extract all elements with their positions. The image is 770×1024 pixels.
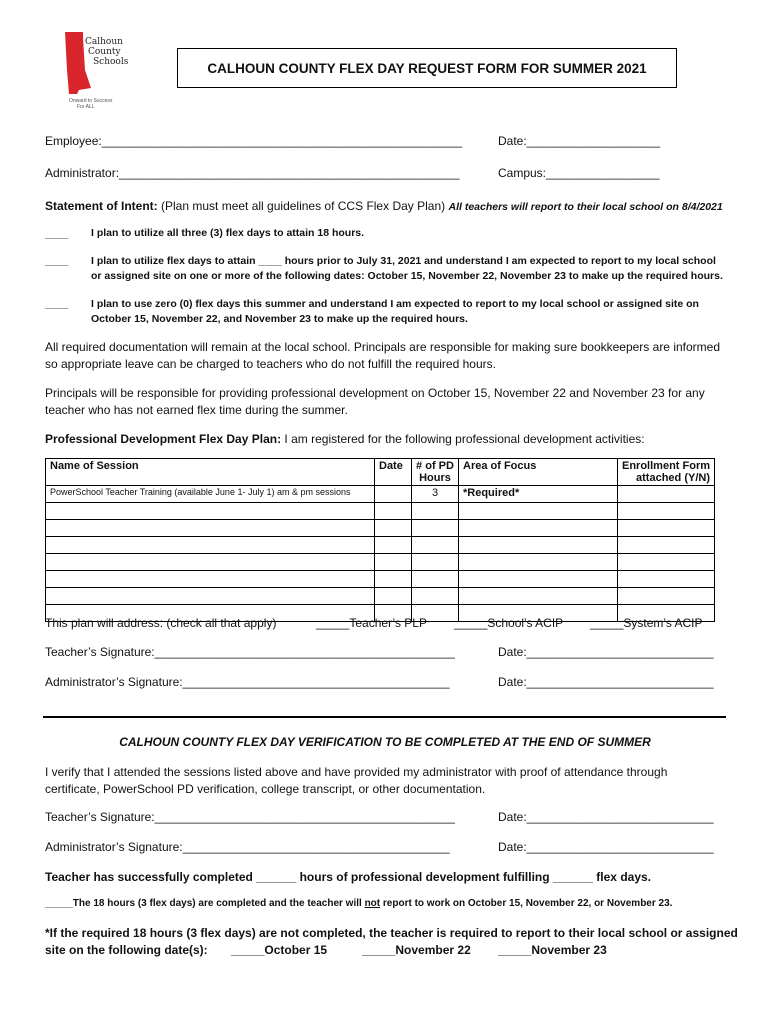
col-hours: # of PD Hours (412, 459, 459, 486)
table-row[interactable] (46, 588, 715, 605)
option-1-text: I plan to utilize all three (3) flex days to attain 18 hours. (91, 227, 365, 239)
table-row[interactable] (46, 537, 715, 554)
col-focus: Area of Focus (459, 459, 618, 486)
principals-paragraph: Principals will be responsible for providing professional development on October 15, November 22 and November 23 for any teacher who has not earned flex time during the summer. (45, 386, 705, 417)
date-field[interactable]: Date:____________________ (498, 134, 661, 148)
site-dates-label: site on the following date(s): (45, 943, 208, 957)
employee-field[interactable]: Employee:______________________________________________________ (45, 134, 463, 148)
logo-text-2: County (88, 47, 121, 57)
cell-date[interactable] (375, 486, 412, 503)
statement-note: All teachers will report to their local school on 8/4/2021 (448, 201, 723, 213)
hours-note-a: _____The 18 hours (3 flex days) are completed and the teacher will (45, 898, 365, 909)
cell-focus[interactable]: *Required* (459, 486, 618, 503)
verify-teacher-date-field[interactable]: Date:____________________________ (498, 810, 714, 824)
option-1-blank[interactable]: ____ (45, 228, 69, 240)
completed-statement[interactable]: Teacher has successfully completed ______ hours of professional development fulfilling ______ flex days. (45, 870, 651, 884)
required-note: *If the required 18 hours (3 flex days) are not completed, the teacher is required to report to their local school or assigned (45, 926, 738, 940)
table-row (46, 486, 715, 503)
admin-signature-field[interactable]: Administrator’s Signature:________________________________________ (45, 675, 450, 689)
documentation-paragraph: All required documentation will remain at the local school. Principals are responsible for making sure bookkeepers are informed so appropriate leave can be charged to teachers who do not fulfill the required hours. (45, 340, 721, 371)
table-row[interactable] (46, 571, 715, 588)
hours-note-not: not (364, 898, 381, 909)
teacher-date-field[interactable]: Date:____________________________ (498, 645, 714, 659)
date-option-oct15[interactable]: _____October 15 (231, 943, 328, 957)
pd-plan-heading (45, 432, 645, 446)
col-session: Name of Session (46, 459, 375, 486)
date-option-nov23[interactable]: _____November 23 (498, 943, 607, 957)
statement-text: (Plan must meet all guidelines of CCS Flex Day Plan) (161, 199, 446, 213)
table-header-row (46, 459, 715, 486)
plan-address-label: This plan will address: (check all that apply) (45, 616, 277, 630)
logo-text-3: Schools (93, 57, 129, 67)
cell-enrollment[interactable] (618, 486, 715, 503)
pd-plan-text: I am registered for the following professional development activities: (284, 432, 645, 446)
option-2-blank[interactable]: ____ (45, 255, 69, 267)
table-row[interactable] (46, 554, 715, 571)
campus-field[interactable]: Campus:_________________ (498, 166, 660, 180)
section-divider (43, 716, 726, 718)
statement-label: Statement of Intent: (45, 199, 158, 213)
admin-date-field[interactable]: Date:____________________________ (498, 675, 714, 689)
teacher-signature-field[interactable]: Teacher’s Signature:_____________________________________________ (45, 645, 455, 659)
date-option-nov22[interactable]: _____November 22 (362, 943, 471, 957)
col-date: Date (375, 459, 412, 486)
administrator-field[interactable]: Administrator:___________________________________________________ (45, 166, 460, 180)
table-row[interactable] (46, 503, 715, 520)
cell-hours[interactable]: 3 (412, 486, 459, 503)
verify-teacher-signature-field[interactable]: Teacher’s Signature:_____________________________________________ (45, 810, 455, 824)
option-2-text: I plan to utilize flex days to attain ____ hours prior to July 31, 2021 and understand I am expected to report to my local school or assigned site on one or more of the following dates: October 15, November 22, November 23 to make up the required hours. (91, 255, 723, 282)
cell-session[interactable]: PowerSchool Teacher Training (available June 1- July 1) am & pm sessions (46, 486, 375, 503)
option-3-blank[interactable]: ____ (45, 298, 69, 310)
col-enrollment: Enrollment Form attached (Y/N) (618, 459, 715, 486)
teacher-plp-option[interactable]: _____Teacher’s PLP (316, 616, 427, 630)
logo-tagline-2: For ALL (77, 104, 95, 110)
hours-note-b: report to work on October 15, November 22, or November 23. (380, 898, 673, 909)
statement-of-intent (45, 199, 723, 213)
option-3-text: I plan to use zero (0) flex days this summer and understand I am expected to report to my local school or assigned site on October 15, November 22, and November 23 to make up the required hours. (91, 298, 699, 325)
school-acip-option[interactable]: _____School’s ACIP (454, 616, 564, 630)
district-logo (55, 30, 135, 110)
verification-text: I verify that I attended the sessions listed above and have provided my administrator with proof of attendance through certificate, PowerSchool PD verification, college transcript, or other documentation. (45, 765, 668, 796)
system-acip-option[interactable]: _____System’s ACIP (590, 616, 703, 630)
pd-table (45, 458, 715, 622)
form-title: CALHOUN COUNTY FLEX DAY REQUEST FORM FOR SUMMER 2021 (177, 48, 677, 88)
verification-title: CALHOUN COUNTY FLEX DAY VERIFICATION TO BE COMPLETED AT THE END OF SUMMER (119, 735, 651, 749)
table-row[interactable] (46, 520, 715, 537)
verify-admin-date-field[interactable]: Date:____________________________ (498, 840, 714, 854)
hours-completed-note[interactable] (45, 898, 672, 909)
logo-text-1: Calhoun (85, 37, 123, 47)
verify-admin-signature-field[interactable]: Administrator’s Signature:________________________________________ (45, 840, 450, 854)
pd-plan-label: Professional Development Flex Day Plan: (45, 432, 282, 446)
logo-tagline-1: Onward to Success (69, 98, 113, 104)
